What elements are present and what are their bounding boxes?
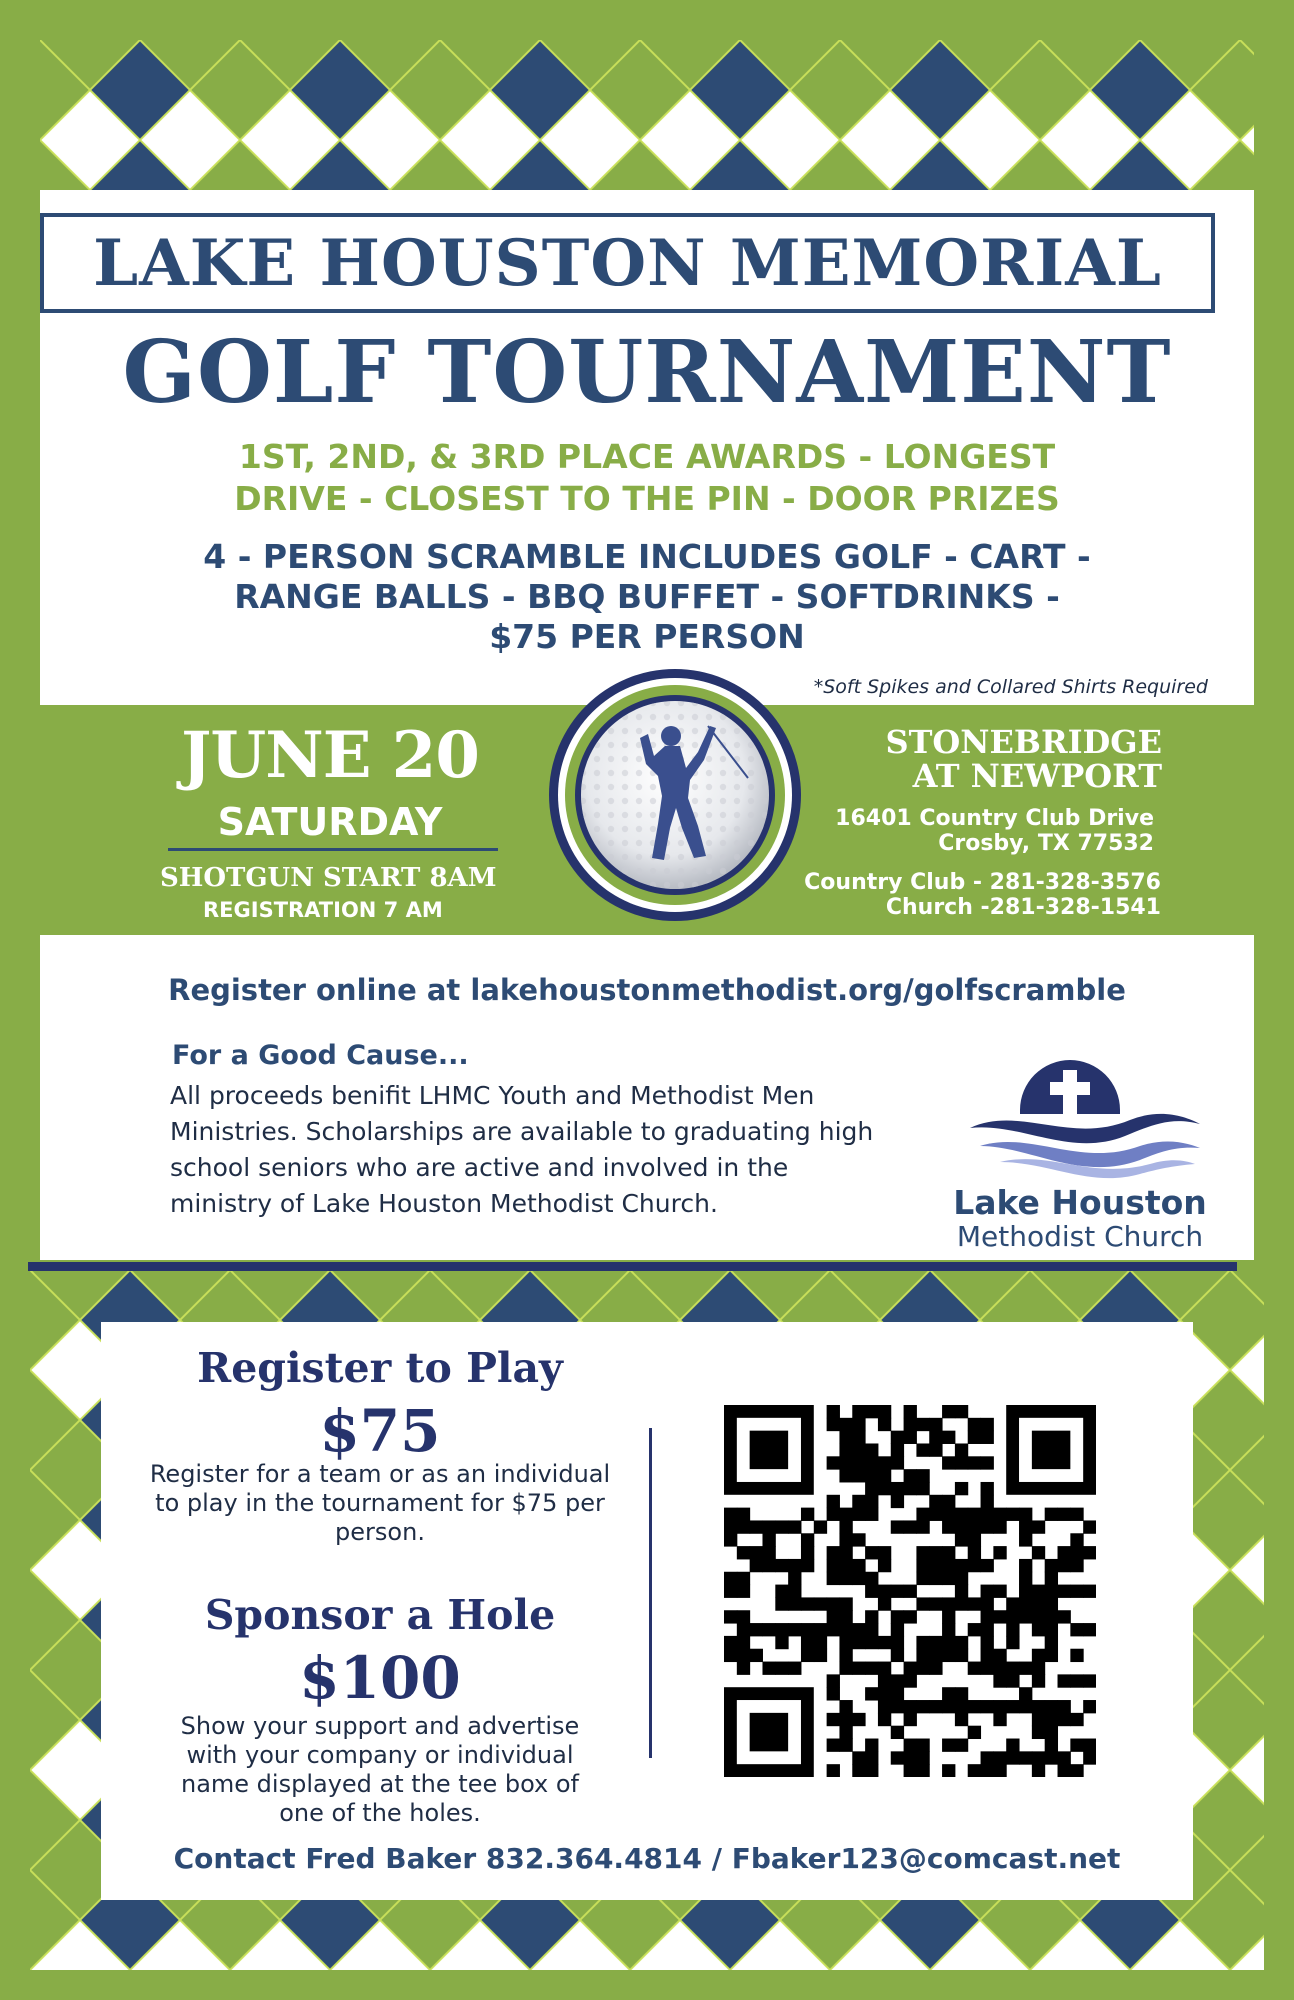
qr-code-icon[interactable] xyxy=(724,1405,1096,1777)
sponsor-line: with your company or individual xyxy=(186,1741,574,1769)
registration-time: REGISTRATION 7 AM xyxy=(203,898,443,922)
register-to-play-title: Register to Play xyxy=(197,1344,563,1392)
column-divider xyxy=(649,1428,652,1758)
sponsor-line: one of the holes. xyxy=(279,1799,481,1827)
cause-line: All proceeds benifit LHMC Youth and Methodist Men xyxy=(170,1081,815,1110)
cause-title: For a Good Cause... xyxy=(172,1040,469,1071)
awards-line1: 1ST, 2ND, & 3RD PLACE AWARDS - LONGEST xyxy=(238,437,1056,476)
church-subname: Methodist Church xyxy=(956,1220,1204,1253)
register-to-play-price: $75 xyxy=(319,1397,441,1465)
address-line1: 16401 Country Club Drive xyxy=(835,806,1154,831)
awards-line2: DRIVE - CLOSEST TO THE PIN - DOOR PRIZES xyxy=(234,479,1060,518)
scramble-line2: RANGE BALLS - BBQ BUFFET - SOFTDRINKS - xyxy=(234,577,1060,616)
event-day: SATURDAY xyxy=(217,800,443,844)
awards-text xyxy=(0,436,1294,520)
register-line: Register for a team or as an individual xyxy=(149,1460,611,1488)
sponsor-line: name displayed at the tee box of xyxy=(180,1770,579,1798)
title-line2: GOLF TOURNAMENT xyxy=(122,322,1172,423)
cause-line: school seniors who are active and involved in the xyxy=(170,1153,789,1182)
register-line: person. xyxy=(335,1518,425,1546)
sponsor-hole-price: $100 xyxy=(299,1644,461,1712)
section-divider xyxy=(28,1262,1237,1271)
dress-code-note: *Soft Spikes and Collared Shirts Required xyxy=(813,676,1208,698)
church-cross-wave-icon xyxy=(960,1050,1210,1145)
sponsor-hole-title: Sponsor a Hole xyxy=(204,1591,556,1639)
sponsor-hole-body xyxy=(118,1712,642,1828)
cause-line: ministry of Lake Houston Methodist Church. xyxy=(170,1189,718,1218)
register-to-play-body xyxy=(118,1460,642,1547)
date-divider xyxy=(168,848,498,851)
contact-info: Contact Fred Baker 832.364.4814 / Fbaker123@comcast.net xyxy=(173,1842,1121,1875)
event-date: JUNE 20 xyxy=(181,718,479,793)
phone-country-club: Country Club - 281-328-3576 xyxy=(804,870,1161,895)
church-name: Lake Houston xyxy=(953,1183,1207,1222)
cause-body xyxy=(170,1078,930,1222)
venue-address xyxy=(835,806,1154,856)
title-line1: LAKE HOUSTON MEMORIAL xyxy=(93,225,1162,301)
scramble-line1: 4 - PERSON SCRAMBLE INCLUDES GOLF - CART - xyxy=(203,537,1091,576)
venue-name xyxy=(885,725,1162,793)
address-line2: Crosby, TX 77532 xyxy=(938,831,1154,856)
scramble-text xyxy=(0,537,1294,657)
title-box xyxy=(40,213,1215,313)
golfer-on-golf-ball-icon xyxy=(548,668,802,922)
register-line: to play in the tournament for $75 per xyxy=(155,1489,605,1517)
cause-line: Ministries. Scholarships are available to graduating high xyxy=(170,1117,874,1146)
scramble-line3: $75 PER PERSON xyxy=(489,617,805,656)
argyle-pattern-top xyxy=(40,40,1254,210)
phone-numbers xyxy=(804,870,1161,920)
register-online-link[interactable]: Register online at lakehoustonmethodist.org/golfscramble xyxy=(168,973,1126,1007)
sponsor-line: Show your support and advertise xyxy=(180,1712,580,1740)
start-time: SHOTGUN START 8AM xyxy=(160,863,497,893)
venue-name-line2: AT NEWPORT xyxy=(912,757,1162,795)
venue-name-line1: STONEBRIDGE xyxy=(885,723,1162,761)
phone-church: Church -281-328-1541 xyxy=(885,895,1161,920)
